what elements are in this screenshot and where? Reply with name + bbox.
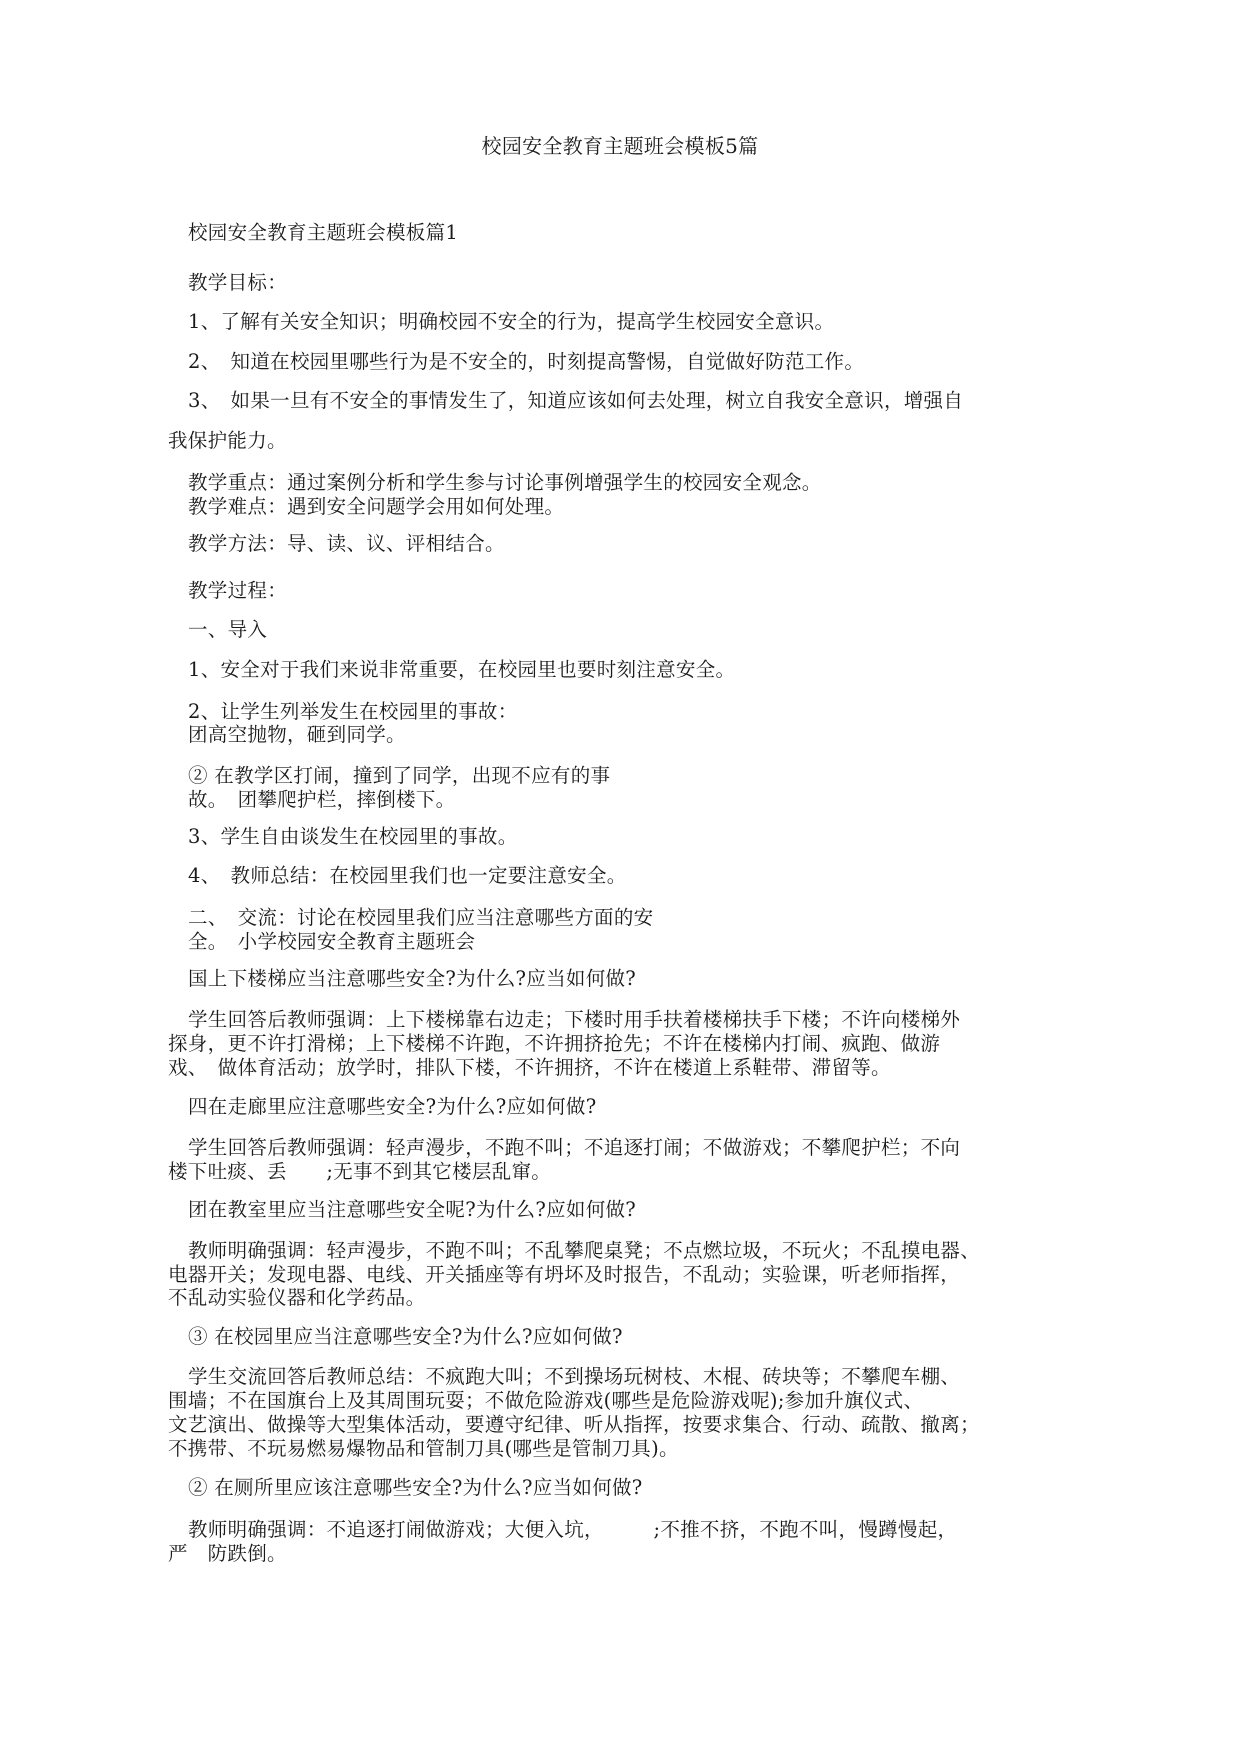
paragraph-line: 探身，更不许打滑梯；上下楼梯不许跑，不许拥挤抢先；不许在楼梯内打闹、疯跑、做游 bbox=[168, 1032, 941, 1055]
paragraph-line: 严 防跌倒。 bbox=[168, 1542, 287, 1565]
document-title: 校园安全教育主题班会模板5篇 bbox=[481, 134, 759, 158]
paragraph-line: 围墙；不在国旗台上及其周围玩耍；不做危险游戏(哪些是危险游戏呢);参加升旗仪式、 bbox=[168, 1389, 924, 1412]
paragraph-line: 全。 小学校园安全教育主题班会 bbox=[188, 930, 476, 953]
paragraph-line: 一、导入 bbox=[188, 618, 268, 641]
paragraph-line: 团在教室里应当注意哪些安全呢?为什么?应如何做? bbox=[188, 1198, 637, 1221]
paragraph-line: ③ 在校园里应当注意哪些安全?为什么?应如何做? bbox=[188, 1325, 623, 1348]
paragraph-line: 3、 如果一旦有不安全的事情发生了，知道应该如何去处理，树立自我安全意识，增强自 bbox=[188, 389, 964, 412]
paragraph-line: 戏、 做体育活动；放学时，排队下楼，不许拥挤，不许在楼道上系鞋带、滞留等。 bbox=[168, 1056, 891, 1079]
paragraph-line: 教学过程： bbox=[188, 579, 288, 602]
paragraph-line: 故。 团攀爬护栏，摔倒楼下。 bbox=[188, 788, 456, 811]
paragraph-line: 教学难点：遇到安全问题学会用如何处理。 bbox=[188, 495, 565, 518]
paragraph-line: 1、了解有关安全知识；明确校园不安全的行为，提高学生校园安全意识。 bbox=[188, 310, 835, 333]
paragraph-line: ② 在厕所里应该注意哪些安全?为什么?应当如何做? bbox=[188, 1476, 643, 1499]
paragraph-line: 教学方法：导、读、议、评相结合。 bbox=[188, 532, 505, 555]
paragraph-line: 团高空抛物，砸到同学。 bbox=[188, 723, 406, 746]
paragraph-line: 不乱动实验仪器和化学药品。 bbox=[168, 1286, 426, 1309]
paragraph-line: 国上下楼梯应当注意哪些安全?为什么?应当如何做? bbox=[188, 967, 637, 990]
paragraph-line: 我保护能力。 bbox=[168, 429, 287, 452]
paragraph-line: 楼下吐痰、丢 ;无事不到其它楼层乱窜。 bbox=[168, 1160, 552, 1183]
paragraph-line: 文艺演出、做操等大型集体活动，要遵守纪律、听从指挥，按要求集合、行动、疏散、撤离； bbox=[168, 1413, 980, 1436]
paragraph-line: 四在走廊里应注意哪些安全?为什么?应如何做? bbox=[188, 1095, 597, 1118]
paragraph-line: 不携带、不玩易燃易爆物品和管制刀具(哪些是管制刀具)。 bbox=[168, 1437, 679, 1460]
paragraph-line: 学生回答后教师强调：轻声漫步，不跑不叫；不追逐打闹；不做游戏；不攀爬护栏；不向 bbox=[188, 1136, 961, 1159]
paragraph-line: 教师明确强调：轻声漫步，不跑不叫；不乱攀爬桌凳；不点燃垃圾，不玩火；不乱摸电器、 bbox=[188, 1239, 981, 1262]
paragraph-line: 学生回答后教师强调：上下楼梯靠右边走；下楼时用手扶着楼梯扶手下楼；不许向楼梯外 bbox=[188, 1008, 961, 1031]
section-heading: 校园安全教育主题班会模板篇1 bbox=[188, 221, 459, 244]
paragraph-line: 教学重点：通过案例分析和学生参与讨论事例增强学生的校园安全观念。 bbox=[188, 471, 822, 494]
paragraph-line: 4、 教师总结：在校园里我们也一定要注意安全。 bbox=[188, 864, 627, 887]
paragraph-line: 教师明确强调：不追逐打闹做游戏；大便入坑， ;不推不挤，不跑不叫，慢蹲慢起， bbox=[188, 1518, 958, 1541]
paragraph-line: 教学目标： bbox=[188, 271, 288, 294]
paragraph-line: ② 在教学区打闹，撞到了同学，出现不应有的事 bbox=[188, 764, 611, 787]
paragraph-line: 学生交流回答后教师总结：不疯跑大叫；不到操场玩树枝、木棍、砖块等；不攀爬车棚、 bbox=[188, 1365, 961, 1388]
paragraph-line: 1、安全对于我们来说非常重要，在校园里也要时刻注意安全。 bbox=[188, 658, 736, 681]
paragraph-line: 二、 交流：讨论在校园里我们应当注意哪些方面的安 bbox=[188, 906, 654, 929]
paragraph-line: 3、学生自由谈发生在校园里的事故。 bbox=[188, 825, 518, 848]
paragraph-line: 电器开关；发现电器、电线、开关插座等有坍坏及时报告，不乱动；实验课，听老师指挥， bbox=[168, 1263, 961, 1286]
paragraph-line: 2、让学生列举发生在校园里的事故： bbox=[188, 700, 518, 723]
paragraph-line: 2、 知道在校园里哪些行为是不安全的，时刻提高警惕，自觉做好防范工作。 bbox=[188, 350, 865, 373]
